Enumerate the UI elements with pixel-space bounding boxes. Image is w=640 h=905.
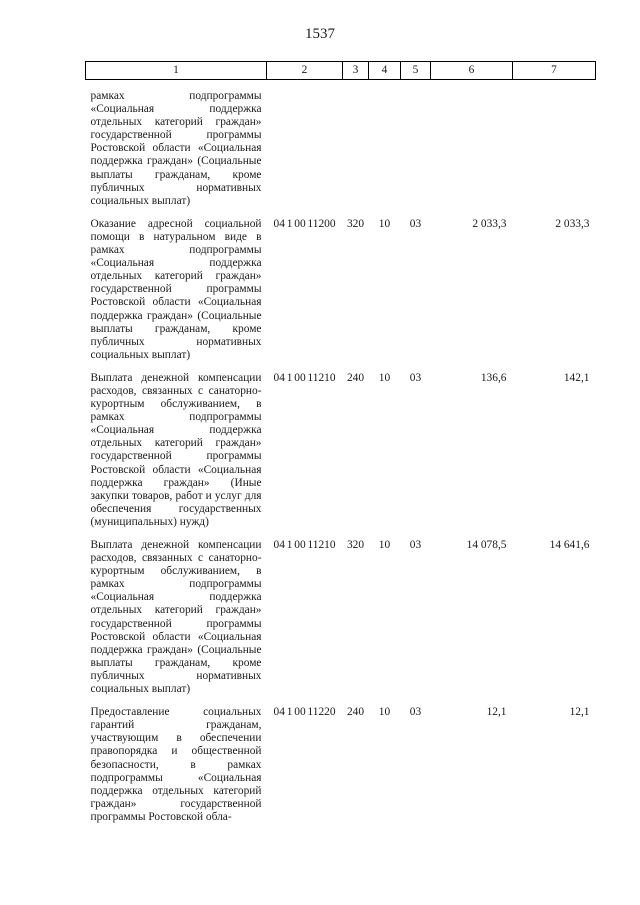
row-description: Оказание адресной социальной помощи в натуральном виде в рамках подпрограммы «Социальная поддержка отдельных категорий граждан» государственной программы Ростовской области «Социальная поддержка граждан» (Социальные выплаты гражданам, кроме публичных нормативных социальных выплат): [90, 217, 262, 361]
section-code: 10: [378, 706, 391, 719]
column-header: 2: [267, 62, 343, 80]
amount-year-2: 2 033,3: [555, 217, 590, 230]
section-code: [369, 90, 401, 208]
row-description: Выплата денежной компенсации расходов, связанных с санаторно-курортным обслуживанием, в рамках подпрограммы «Социальная поддержка отдельных категорий граждан» государственной программы Ростовской области «Социальная поддержка граждан» (Иные закупки товаров, работ и услуг для обеспечения государственных (муниципальных) нужд): [90, 371, 262, 528]
table-row: [86, 372, 596, 529]
row-description: рамках подпрограммы «Социальная поддержка отдельных категорий граждан» государственной программы Ростовской области «Социальная поддержка граждан» (Социальные выплаты гражданам, кроме публичных нормативных социальных выплат): [90, 90, 262, 207]
column-header: 1: [86, 62, 267, 80]
expense-type: [343, 90, 369, 208]
subsection-code: 03: [409, 706, 422, 719]
header-row: [86, 62, 596, 80]
budget-table: [85, 61, 596, 824]
subsection-code: 03: [409, 371, 422, 384]
table-row: [86, 539, 596, 696]
section-code: 10: [378, 539, 391, 551]
amount-year-1: 12,1: [486, 706, 507, 719]
page-number: 1537: [305, 26, 335, 42]
table-row: [86, 90, 596, 208]
row-description: Выплата денежной компенсации расходов, связанных с санаторно-курортным обслуживанием, в рамках подпрограммы «Социальная поддержка отдельных категорий граждан» государственной программы Ростовской области «Социальная поддержка граждан» (Социальные выплаты гражданам, кроме публичных нормативных социальных выплат): [90, 539, 262, 696]
column-header: 3: [343, 62, 369, 80]
expense-type: 240: [346, 371, 365, 384]
amount-year-2: [513, 90, 596, 208]
amount-year-2: 142,1: [563, 371, 590, 384]
column-header: 5: [401, 62, 431, 80]
amount-year-1: 2 033,3: [472, 217, 507, 230]
subsection-code: 03: [409, 217, 422, 230]
column-header: 7: [513, 62, 596, 80]
target-article-code: 04 1 00 11210: [273, 371, 336, 384]
section-code: 10: [378, 217, 391, 230]
column-header: 4: [369, 62, 401, 80]
subsection-code: [401, 90, 431, 208]
target-article-code: 04 1 00 11210: [273, 539, 336, 551]
expense-type: 320: [346, 539, 365, 551]
amount-year-1: 14 078,5: [466, 539, 507, 551]
amount-year-2: 14 641,6: [549, 539, 590, 551]
subsection-code: 03: [409, 539, 422, 551]
amount-year-1: [431, 90, 513, 208]
target-article-code: [267, 90, 343, 208]
table-row: [86, 218, 596, 362]
expense-type: 320: [346, 217, 365, 230]
target-article-code: 04 1 00 11220: [273, 706, 336, 719]
amount-year-1: 136,6: [480, 371, 507, 384]
section-code: 10: [378, 371, 391, 384]
table-row: [86, 706, 596, 824]
expense-type: 240: [346, 706, 365, 719]
row-description: Предоставление социальных гарантий гражданам, участвующим в обеспечении правопорядка и общественной безопасности, в рамках подпрограммы «Социальная поддержка отдельных категорий граждан» государственной программы Ростовской обла-: [90, 706, 262, 823]
amount-year-2: 12,1: [569, 706, 590, 719]
target-article-code: 04 1 00 11200: [273, 217, 336, 230]
column-header: 6: [431, 62, 513, 80]
